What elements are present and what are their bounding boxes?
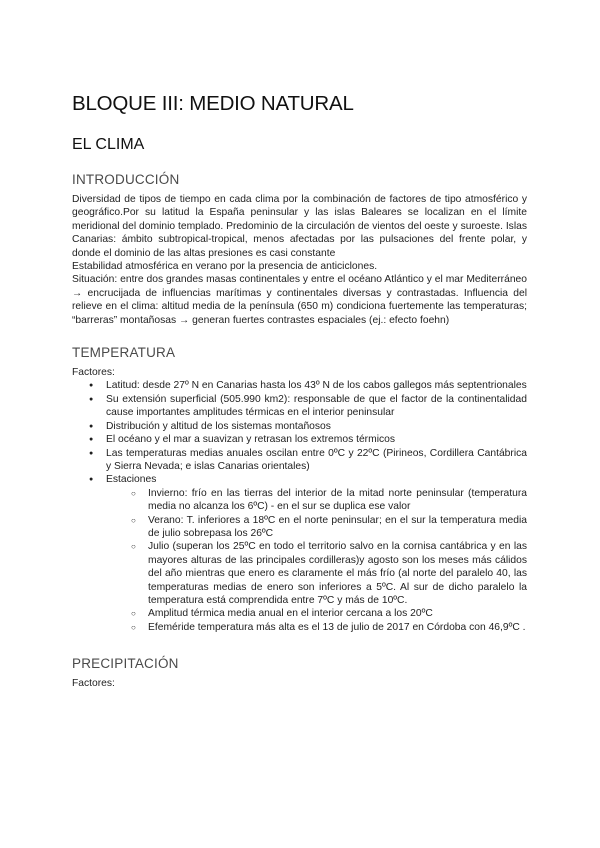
section-title: EL CLIMA — [72, 136, 145, 153]
list-item: ● Las temperaturas medias anuales oscilan entre 0ºC y 22ºC (Pirineos, Cordillera Cantábrica y Sierra Nevada; e islas Canarias orientales) — [89, 447, 527, 474]
precipitacion-section — [72, 656, 527, 690]
list-item: ○ Invierno: frío en las tierras del interior de la mitad norte peninsular (temperatura media no alcanza los 6ºC) - en el sur se duplica ese valor — [131, 487, 527, 514]
precipitacion-heading: PRECIPITACIÓN — [72, 656, 179, 672]
temperatura-factores-label: Factores: — [72, 367, 115, 379]
list-item: ● El océano y el mar a suavizan y retrasan los extremos térmicos — [89, 433, 527, 446]
estaciones-list — [106, 487, 527, 634]
list-item: ○ Amplitud térmica media anual en el interior cercana a los 20ºC — [131, 607, 527, 620]
document-page — [72, 92, 527, 705]
estaciones-label: Estaciones — [106, 474, 157, 486]
list-item: ● Latitud: desde 27º N en Canarias hasta los 43º N de los cabos gallegos más septentrionales — [89, 379, 527, 392]
intro-section — [72, 172, 527, 327]
intro-paragraph-1: Diversidad de tipos de tiempo en cada clima por la combinación de factores de tipo atmosférico y geográfico.Por su latitud la España peninsular y las islas Baleares se localizan en el límite meridional del dominio templado. Predominio de la circulación de vientos del oeste y suroeste. Islas Canarias: ámbito subtropical-tropical, menos afectadas por las pulsaciones del frente polar, y donde el dominio de las altas presiones es casi constante — [72, 194, 527, 259]
document-title: BLOQUE III: MEDIO NATURAL — [72, 92, 354, 115]
list-item: ○ Verano: T. inferiores a 18ºC en el norte peninsular; en el sur la temperatura media de julio sobrepasa los 26ºC — [131, 514, 527, 541]
list-item-estaciones — [89, 473, 527, 634]
intro-paragraph-2: Estabilidad atmosférica en verano por la presencia de anticiclones. — [72, 261, 378, 273]
temperatura-section — [72, 345, 527, 634]
precipitacion-factores-label: Factores: — [72, 678, 115, 690]
list-item: ○ Efeméride temperatura más alta es el 13 de julio de 2017 en Córdoba con 46,9ºC . — [131, 621, 527, 634]
list-item: ○ Julio (superan los 25ºC en todo el territorio salvo en la cornisa cantábrica y en las mayores alturas de las principales cordilleras)y agosto son los meses más cálidos del año mientras que enero es claramente el más frío (al norte del paralelo 40, las temperaturas medias de enero son inferiores a 5ºC. Al sur de dicho paralelo la temperatura está comprendida entre 7ºC y más de 10ºC. — [131, 540, 527, 607]
intro-paragraph-3: Situación: entre dos grandes masas continentales y entre el océano Atlántico y el mar Mediterráneo → encrucijada de influencias marítimas y continentales diversas y contrastadas. Influencia del relieve en el clima: altitud media de la península (650 m) condiciona fuertemente las temperaturas; “barreras” montañosas → generan fuertes contrastes espaciales (ej.: efecto foehn) — [72, 274, 527, 326]
list-item: ● Su extensión superficial (505.990 km2): responsable de que el factor de la continentalidad cause importantes amplitudes térmicas en el interior peninsular — [89, 393, 527, 420]
temperatura-heading: TEMPERATURA — [72, 345, 176, 361]
temperatura-factor-list — [72, 379, 527, 634]
list-item: ● Distribución y altitud de los sistemas montañosos — [89, 420, 527, 433]
intro-heading: INTRODUCCIÓN — [72, 172, 180, 187]
